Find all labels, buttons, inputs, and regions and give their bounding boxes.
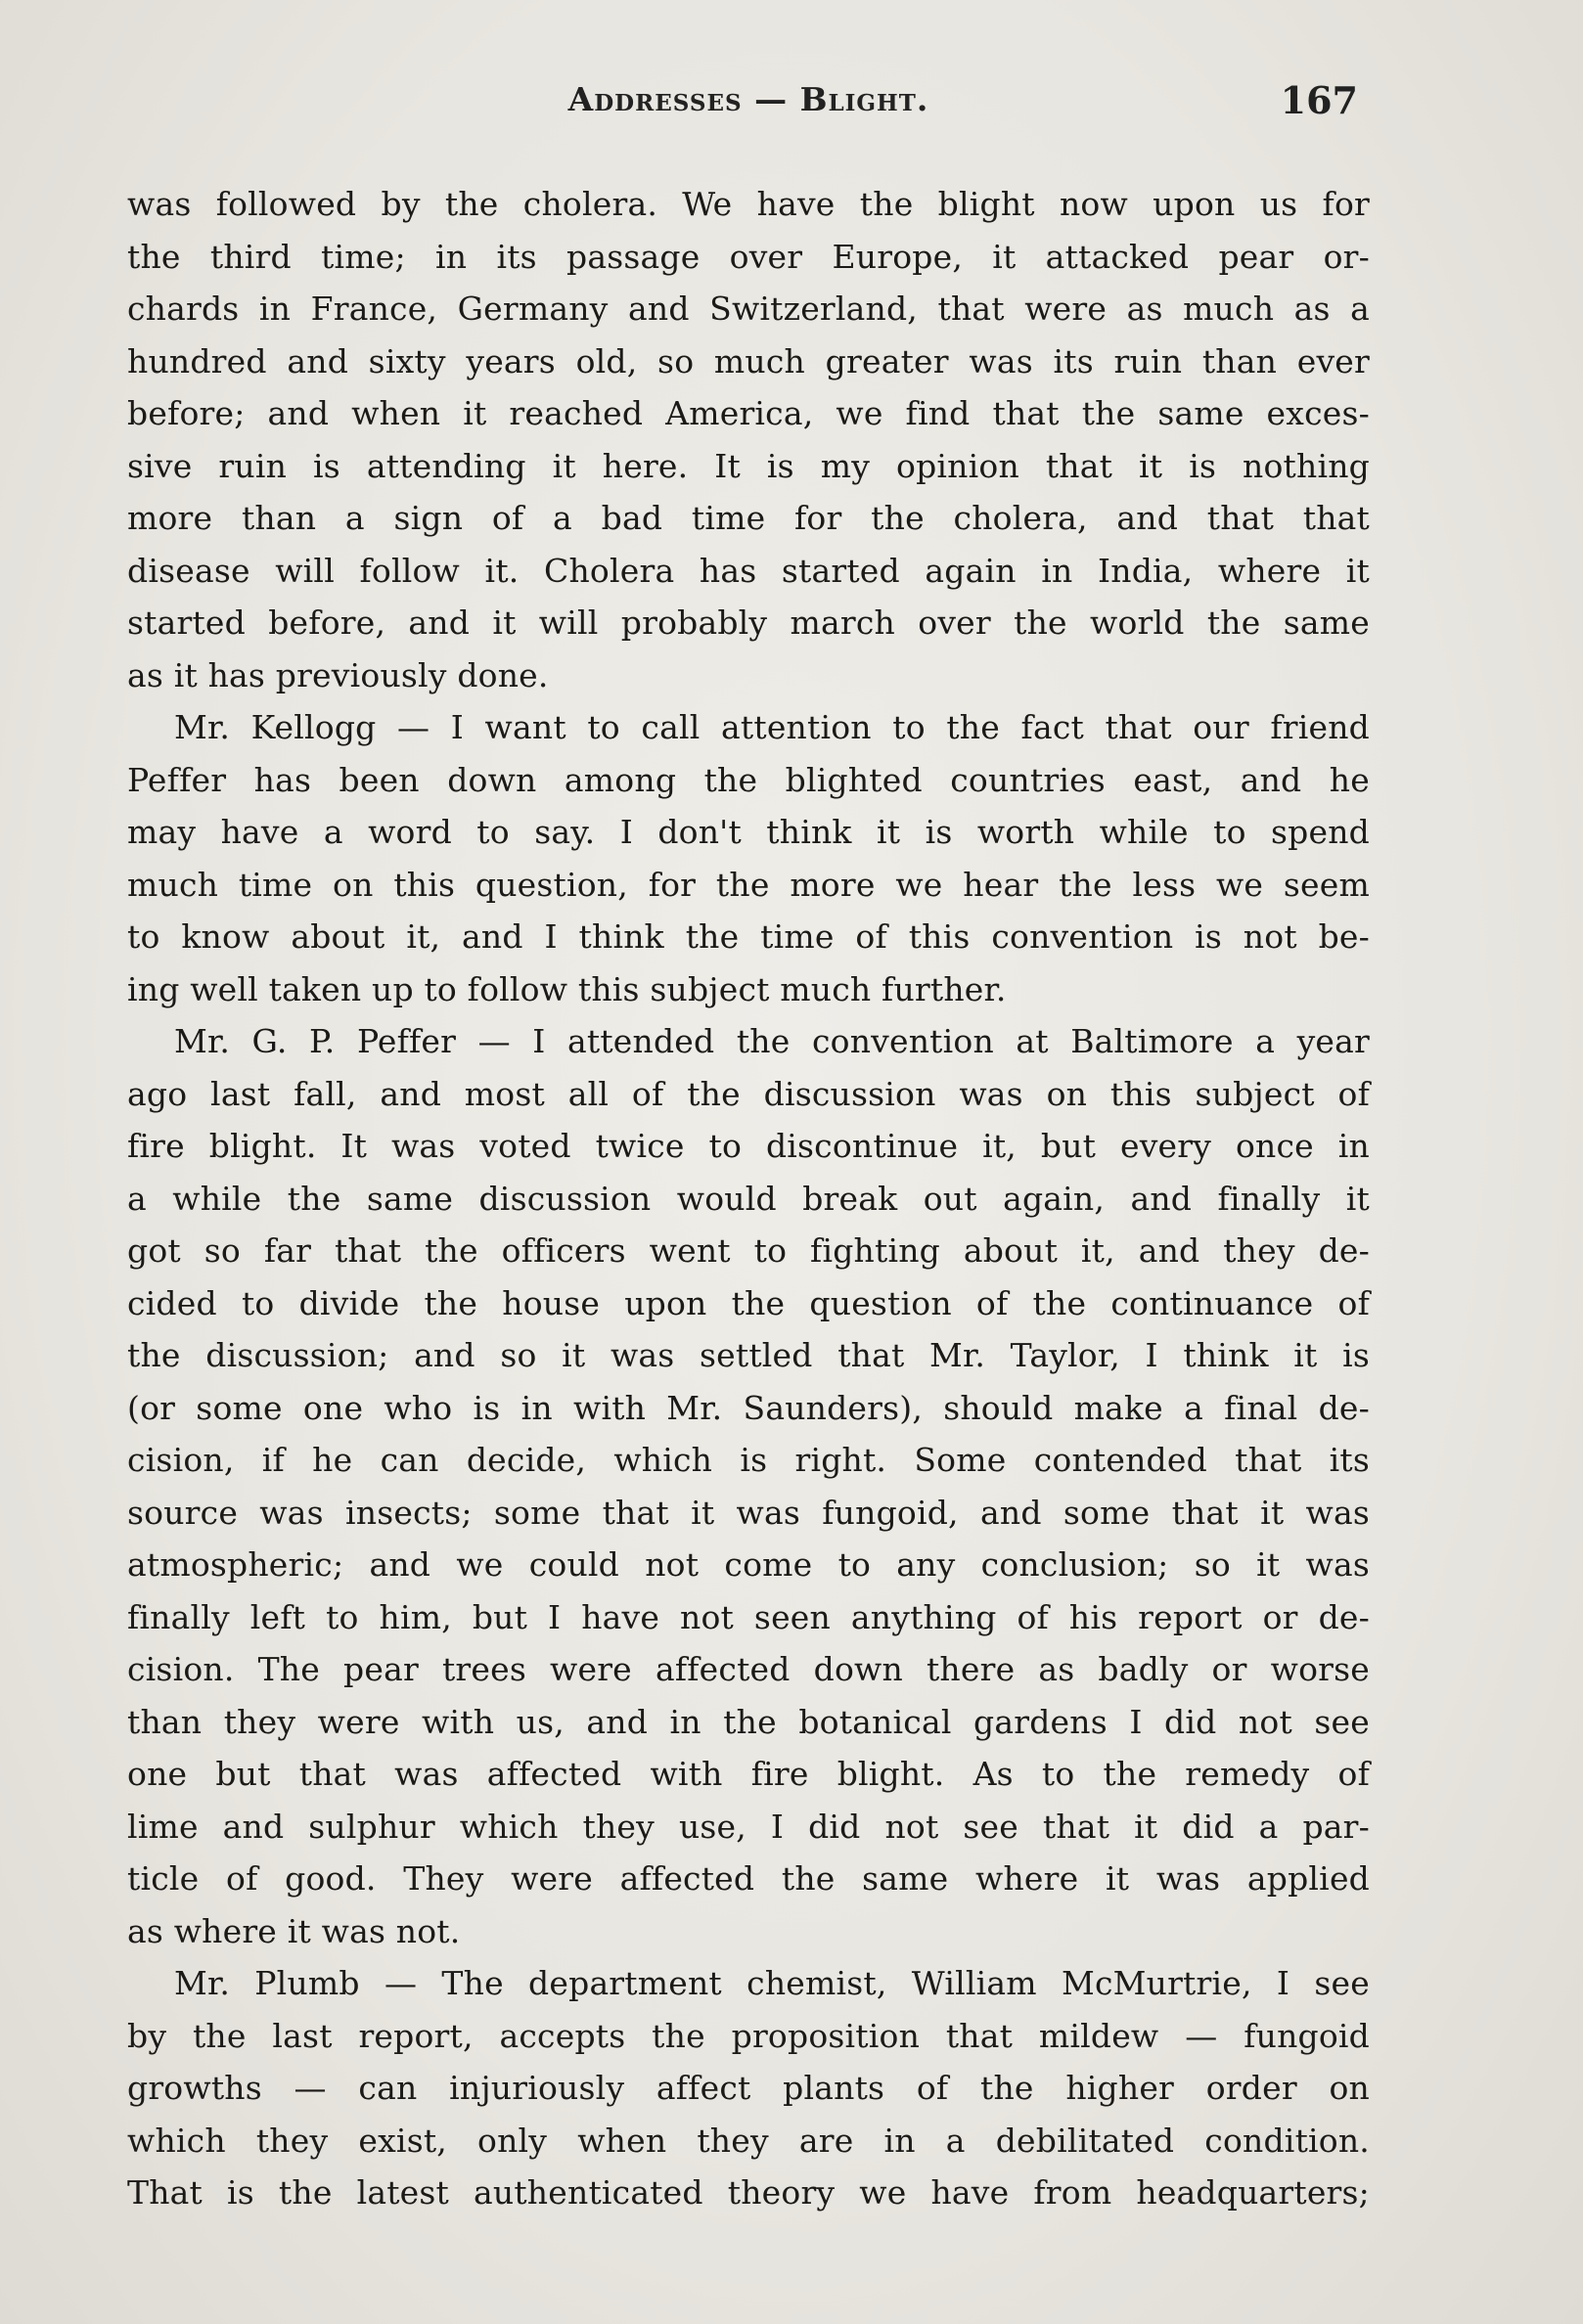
text-line: atmospheric; and we could not come to any conclusion; so it was xyxy=(127,1545,1370,1584)
text-line: got so far that the officers went to fighting about it, and they de- xyxy=(127,1231,1370,1270)
text-line: which they exist, only when they are in a debilitated condition. xyxy=(127,2121,1370,2160)
text-line: ago last fall, and most all of the discussion was on this subject of xyxy=(127,1074,1370,1113)
text-line: as where it was not. xyxy=(127,1911,461,1950)
text-line: ing well taken up to follow this subject much further. xyxy=(127,969,1007,1008)
text-line: That is the latest authenticated theory we have from headquarters; xyxy=(127,2173,1370,2212)
text-line: cision. The pear trees were affected down there as badly or worse xyxy=(127,1650,1370,1688)
text-line: cision, if he can decide, which is right. Some contended that its xyxy=(127,1441,1370,1479)
text-line: cided to divide the house upon the question of the continuance of xyxy=(127,1283,1370,1322)
text-line: one but that was affected with fire blight. As to the remedy of xyxy=(127,1755,1370,1793)
running-head: Addresses — Blight. xyxy=(567,80,929,118)
text-line: much time on this question, for the more we hear the less we seem xyxy=(127,865,1370,904)
text-line: (or some one who is in with Mr. Saunders), should make a final de- xyxy=(127,1388,1370,1427)
text-line: more than a sign of a bad time for the cholera, and that that xyxy=(127,499,1370,537)
text-line: a while the same discussion would break out again, and finally it xyxy=(127,1179,1370,1218)
text-line: to know about it, and I think the time of this convention is not be- xyxy=(127,917,1370,956)
text-line: sive ruin is attending it here. It is my opinion that it is nothing xyxy=(127,446,1370,485)
text-line: disease will follow it. Cholera has started again in India, where it xyxy=(127,551,1370,590)
page-number: 167 xyxy=(1280,78,1358,122)
text-line: fire blight. It was voted twice to discontinue it, but every once in xyxy=(127,1127,1370,1165)
text-line: before; and when it reached America, we find that the same exces- xyxy=(127,394,1370,432)
text-line: Peffer has been down among the blighted countries east, and he xyxy=(127,760,1370,799)
text-line: hundred and sixty years old, so much greater was its ruin than ever xyxy=(127,341,1370,380)
text-line: by the last report, accepts the proposition that mildew — fungoid xyxy=(127,2016,1370,2055)
text-line: source was insects; some that it was fungoid, and some that it was xyxy=(127,1493,1370,1532)
text-line: may have a word to say. I don't think it is worth while to spend xyxy=(127,813,1370,851)
text-line: finally left to him, but I have not seen anything of his report or de- xyxy=(127,1597,1370,1636)
text-line: the third time; in its passage over Europe, it attacked pear or- xyxy=(127,237,1370,276)
text-line: Mr. Kellogg — I want to call attention to the fact that our friend xyxy=(174,708,1370,746)
text-line: Mr. Plumb — The department chemist, William McMurtrie, I see xyxy=(174,1964,1370,2002)
text-line: started before, and it will probably march over the world the same xyxy=(127,603,1370,642)
text-line: Mr. G. P. Peffer — I attended the convention at Baltimore a year xyxy=(174,1022,1370,1060)
text-line: as it has previously done. xyxy=(127,655,549,694)
text-line: the discussion; and so it was settled that Mr. Taylor, I think it is xyxy=(127,1336,1370,1374)
text-line: growths — can injuriously affect plants of the higher order on xyxy=(127,2069,1370,2107)
text-line: ticle of good. They were affected the same where it was applied xyxy=(127,1859,1370,1898)
text-line: was followed by the cholera. We have the blight now upon us for xyxy=(127,185,1370,223)
text-line: lime and sulphur which they use, I did not see that it did a par- xyxy=(127,1807,1370,1846)
text-line: than they were with us, and in the botanical gardens I did not see xyxy=(127,1702,1370,1741)
body-text xyxy=(127,178,1370,2219)
page-header xyxy=(127,80,1370,129)
text-line: chards in France, Germany and Switzerland, that were as much as a xyxy=(127,290,1370,328)
